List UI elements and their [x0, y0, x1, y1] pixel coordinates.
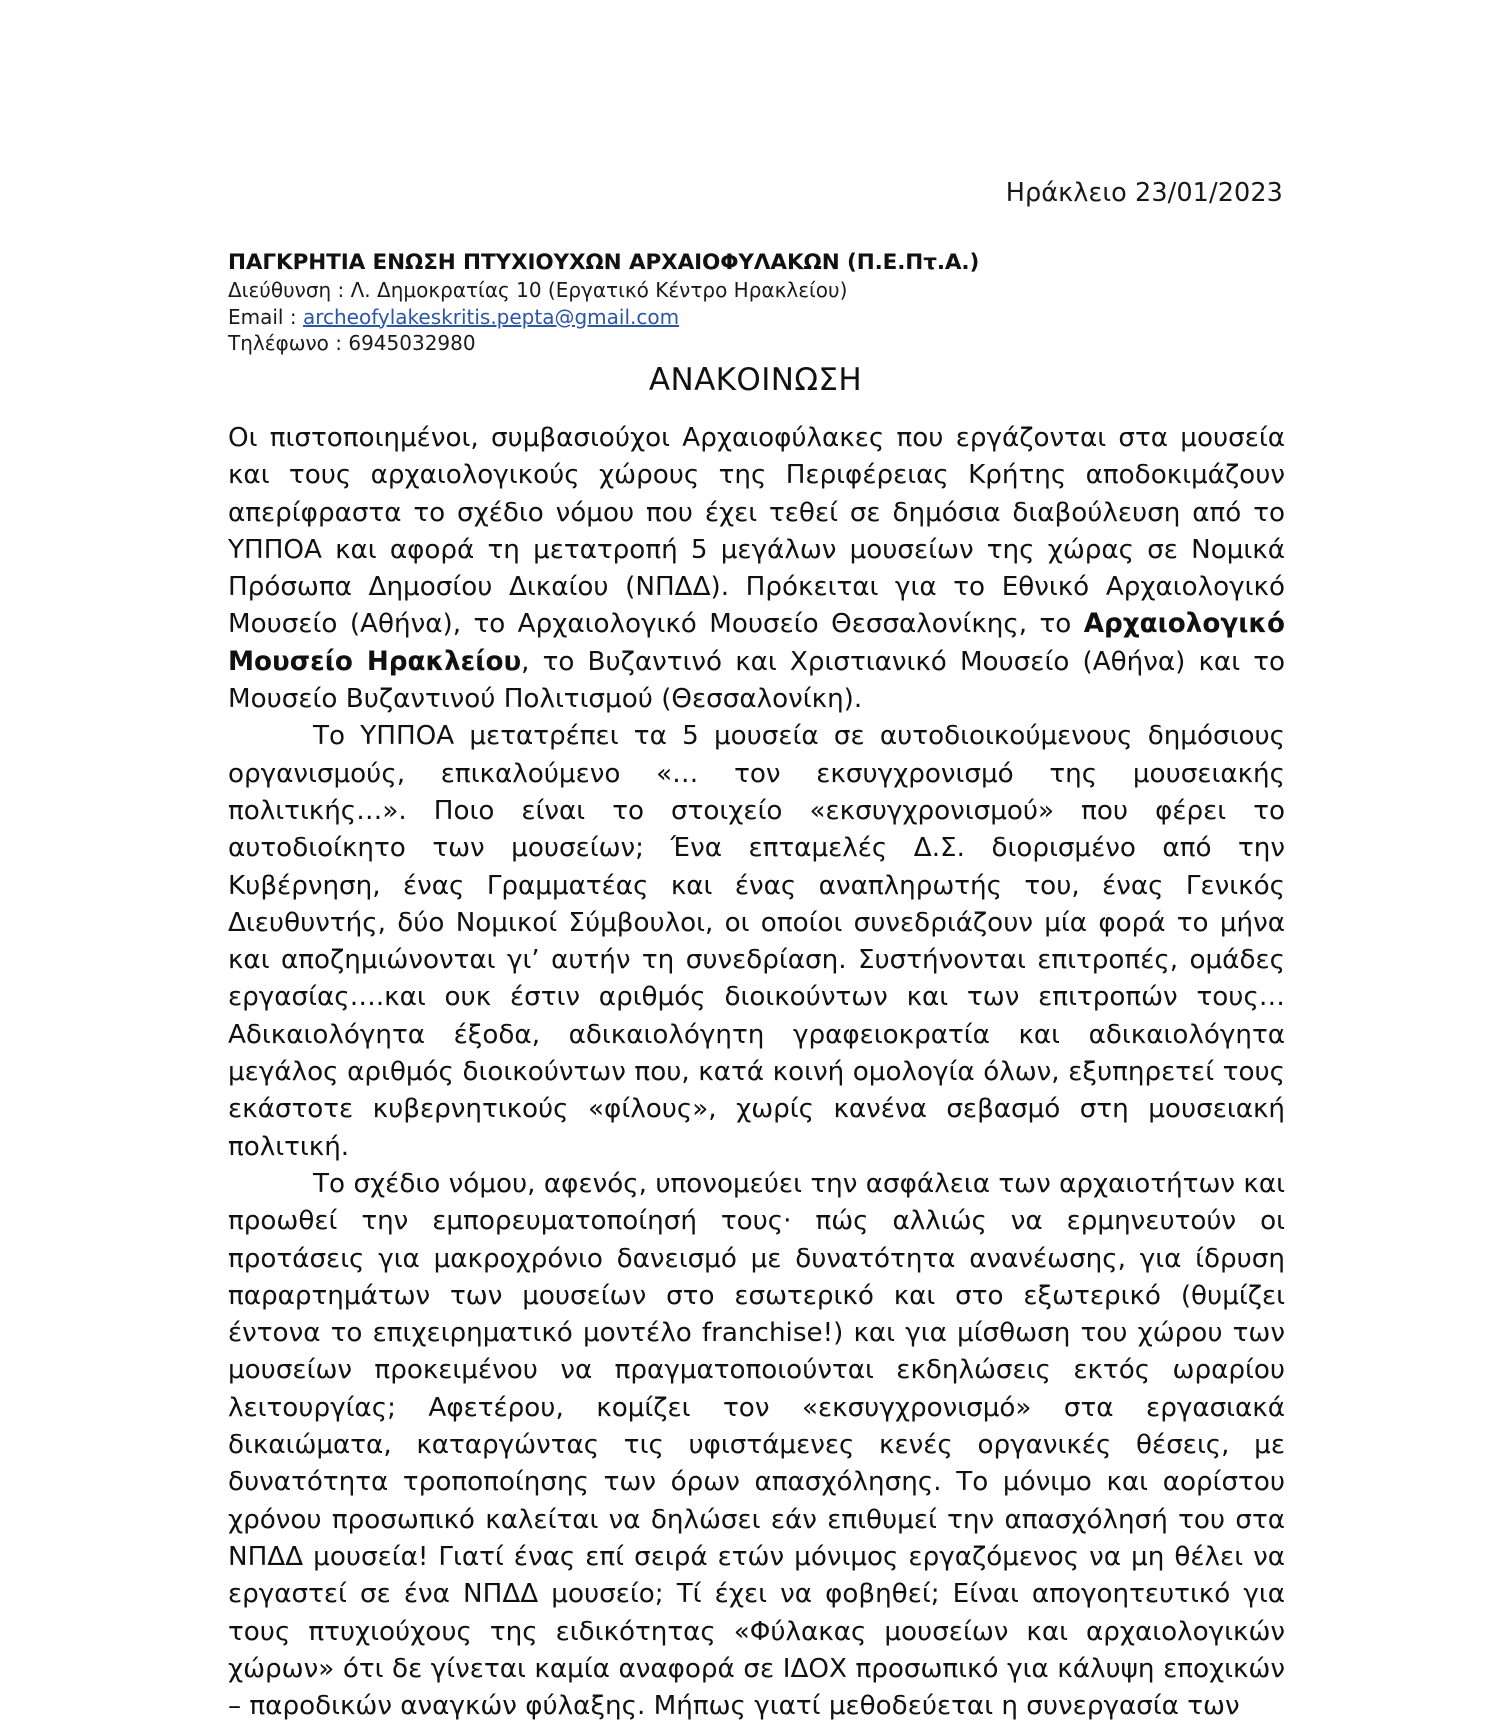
- email-link[interactable]: archeofylakeskritis.pepta@gmail.com: [302, 304, 680, 329]
- paragraph-1-part-b: , το Βυζαντινό και Χριστιανικό Μουσείο (Αθήνα) και το Μουσείο Βυζαντινού Πολιτισμού (Θεσσαλονίκη).: [228, 646, 1285, 715]
- paragraph-3: Το σχέδιο νόμου, αφενός, υπονομεύει την ασφάλεια των αρχαιοτήτων και προωθεί την εμπορευματοποίησή τους· πώς αλλιώς να ερμηνευτούν οι προτάσεις για μακροχρόνιο δανεισμό με δυνατότητα ανανέωσης, για ίδρυση παραρτημάτων των μουσείων στο εσωτερικό και στο εξωτερικό (θυμίζει έντονα το επιχειρηματικό μοντέλο franchise!) και για μίσθωση του χώρου των μουσείων προκειμένου να πραγματοποιούνται εκδηλώσεις εκτός ωραρίου λειτουργίας; Αφετέρου, κομίζει τον «εκσυγχρονισμό» στα εργασιακά δικαιώματα, καταργώντας τις υφιστάμενες κενές οργανικές θέσεις, με δυνατότητα τροποποίησης των όρων απασχόλησης. Το μόνιμο και αορίστου χρόνου προσωπικό καλείται να δηλώσει εάν επιθυμεί την απασχόλησή του στα ΝΠΔΔ μουσεία! Γιατί ένας επί σειρά ετών μόνιμος εργαζόμενος να μη θέλει να εργαστεί σε ένα ΝΠΔΔ μουσείο; Τί έχει να φοβηθεί; Είναι απογοητευτικό για τους πτυχιούχους της ειδικότητας «Φύλακας μουσείων και αρχαιολογικών χώρων» ότι δε γίνεται καμία αναφορά σε ΙΔΟΧ προσωπικό για κάλυψη εποχικών – παροδικών αναγκών φύλαξης. Μήπως γιατί μεθοδεύεται η συνεργασία των: [228, 1168, 1285, 1722]
- email-line: [228, 304, 1283, 331]
- address-line: [228, 277, 1283, 304]
- document-title: ΑΝΑΚΟΙΝΩΣΗ: [648, 362, 863, 398]
- phone-line: [228, 330, 1283, 357]
- letterhead-block: [228, 249, 1283, 357]
- date-line: Ηράκλειο 23/01/2023: [1005, 178, 1283, 208]
- paragraph-2: Το ΥΠΠΟΑ μετατρέπει τα 5 μουσεία σε αυτοδιοικούμενους δημόσιους οργανισμούς, επικαλούμενο «… τον εκσυγχρονισμό της μουσειακής πολιτικής…». Ποιο είναι το στοιχείο «εκσυγχρονισμού» που φέρει το αυτοδιοίκητο των μουσείων; Ένα επταμελές Δ.Σ. διορισμένο από την Κυβέρνηση, ένας Γραμματέας και ένας αναπληρωτής του, ένας Γενικός Διευθυντής, δύο Νομικοί Σύμβουλοι, οι οποίοι συνεδριάζουν μία φορά το μήνα και αποζημιώνονται γι’ αυτήν τη συνεδρίαση. Συστήνονται επιτροπές, ομάδες εργασίας….και ουκ έστιν αριθμός διοικούντων και των επιτροπών τους… Αδικαιολόγητα έξοδα, αδικαιολόγητη γραφειοκρατία και αδικαιολόγητα μεγάλος αριθμός διοικούντων που, κατά κοινή ομολογία όλων, εξυπηρετεί τους εκάστοτε κυβερνητικούς «φίλους», χωρίς κανένα σεβασμό στη μουσειακή πολιτική.: [228, 721, 1285, 1162]
- email-label: Email :: [228, 304, 303, 329]
- paragraph-1: [228, 420, 1285, 718]
- phone-value: 6945032980: [348, 331, 476, 355]
- address-label: Διεύθυνση :: [228, 278, 351, 302]
- address-value: Λ. Δημοκρατίας 10 (Εργατικό Κέντρο Ηρακλείου): [350, 278, 848, 302]
- document-body: [228, 420, 1285, 1725]
- organization-name: ΠΑΓΚΡΗΤΙΑ ΕΝΩΣΗ ΠΤΥΧΙΟΥΧΩΝ ΑΡΧΑΙΟΦΥΛΑΚΩΝ (Π.Ε.Πτ.Α.): [228, 250, 980, 275]
- phone-label: Τηλέφωνο :: [228, 331, 349, 355]
- paragraph-1-bold-museum: Αρχαιολογικό Μουσείο Ηρακλείου: [228, 609, 1285, 677]
- paragraph-1-part-a: Οι πιστοποιημένοι, συμβασιούχοι Αρχαιοφύλακες που εργάζονται στα μουσεία και τους αρχαιολογικούς χώρους της Περιφέρειας Κρήτης αποδοκιμάζουν απερίφραστα το σχέδιο νόμου που έχει τεθεί σε δημόσια διαβούλευση από το ΥΠΠΟΑ και αφορά τη μετατροπή 5 μεγάλων μουσείων της χώρας σε Νομικά Πρόσωπα Δημοσίου Δικαίου (ΝΠΔΔ). Πρόκειται για το Εθνικό Αρχαιολογικό Μουσείο (Αθήνα), το Αρχαιολογικό Μουσείο Θεσσαλονίκης, το: [228, 423, 1285, 640]
